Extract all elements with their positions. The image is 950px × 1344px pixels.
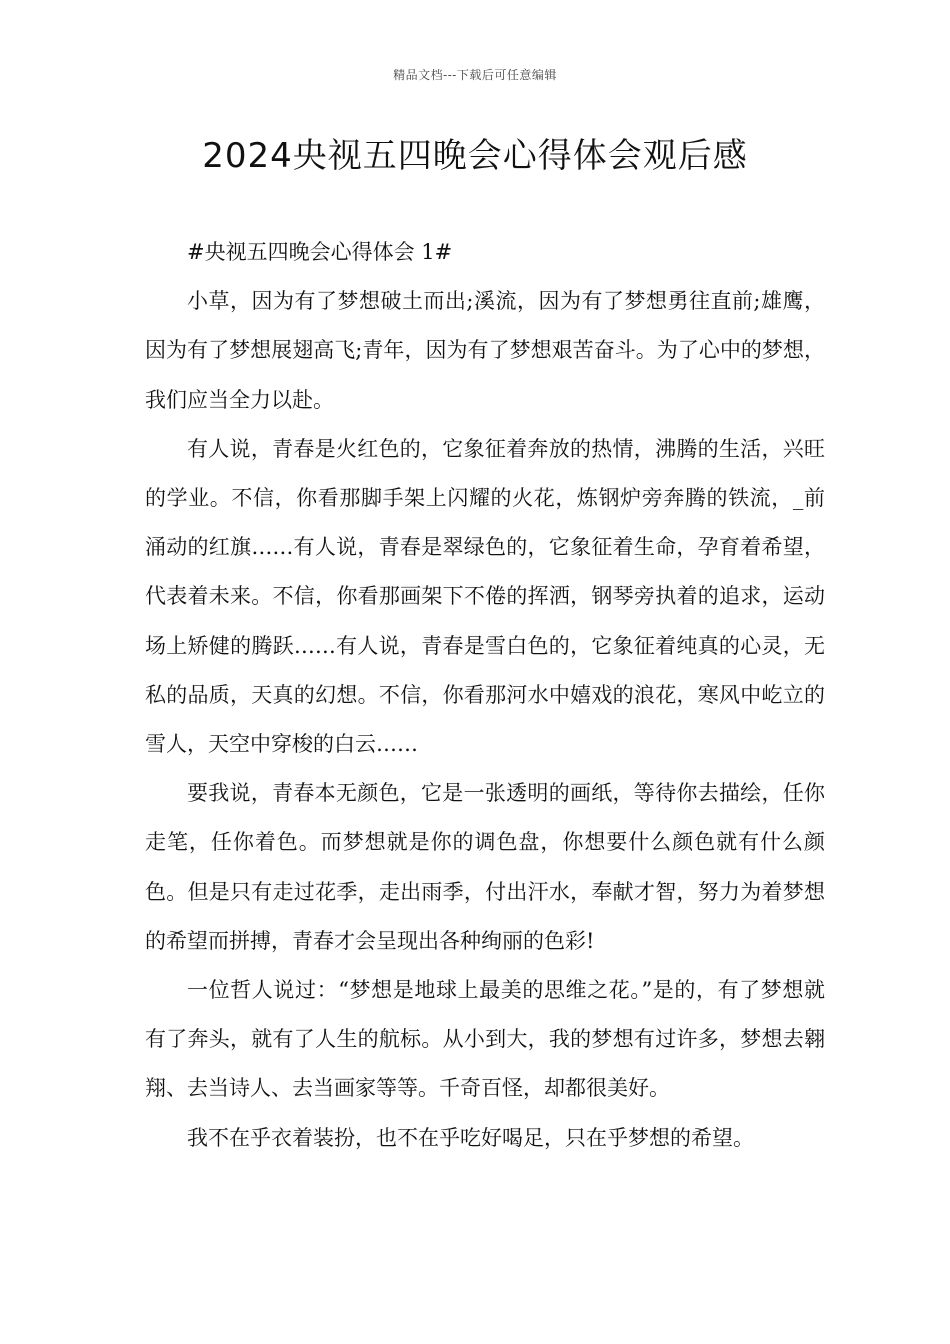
header-note: 精品文档---下载后可任意编辑	[393, 68, 557, 82]
section-heading: #央视五四晚会心得体会 1#	[187, 240, 453, 264]
paragraph: 要我说，青春本无颜色，它是一张透明的画纸，等待你去描绘，任你走笔，任你着色。而梦想就是你的调色盘，你想要什么颜色就有什么颜色。但是只有走过花季，走出雨季，付出汗水，奉献才智，努力为着梦想的希望而拼搏，青春才会呈现出各种绚丽的色彩!	[145, 781, 825, 953]
paragraph: 有人说，青春是火红色的，它象征着奔放的热情，沸腾的生活，兴旺的学业。不信，你看那脚手架上闪耀的火花，炼钢炉旁奔腾的铁流，_前涌动的红旗……有人说，青春是翠绿色的，它象征着生命，孕育着希望，代表着未来。不信，你看那画架下不倦的挥洒，钢琴旁执着的追求，运动场上矫健的腾跃……有人说，青春是雪白色的，它象征着纯真的心灵，无私的品质，天真的幻想。不信，你看那河水中嬉戏的浪花，寒风中屹立的雪人，天空中穿梭的白云……	[145, 436, 825, 757]
document-title: 2024央视五四晚会心得体会观后感	[202, 136, 748, 176]
paragraph: 小草，因为有了梦想破土而出;溪流，因为有了梦想勇往直前;雄鹰，因为有了梦想展翅高飞;青年，因为有了梦想艰苦奋斗。为了心中的梦想，我们应当全力以赴。	[145, 289, 825, 412]
document-body	[145, 228, 825, 1163]
paragraph: 一位哲人说过：“梦想是地球上最美的思维之花。”是的，有了梦想就有了奔头，就有了人生的航标。从小到大，我的梦想有过许多，梦想去翱翔、去当诗人、去当画家等等。千奇百怪，却都很美好。	[145, 978, 825, 1101]
paragraph: 我不在乎衣着装扮，也不在乎吃好喝足，只在乎梦想的希望。	[187, 1125, 754, 1150]
